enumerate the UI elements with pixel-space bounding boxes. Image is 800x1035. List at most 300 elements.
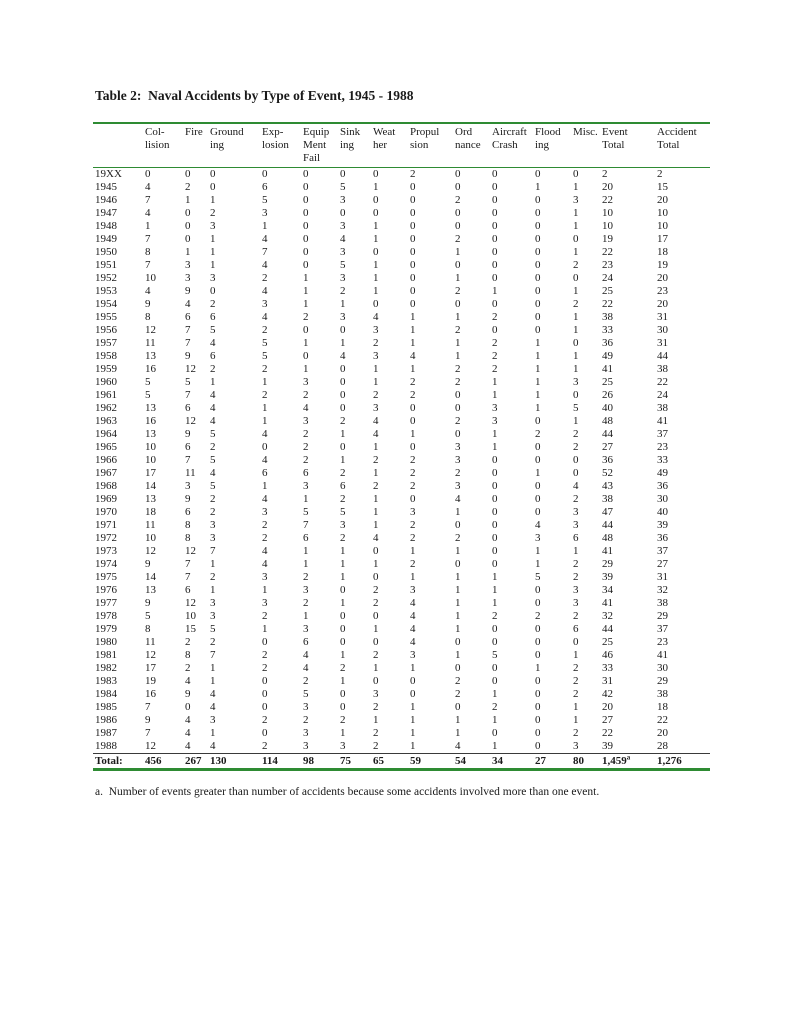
value-cell: 0 bbox=[535, 727, 541, 739]
value-cell: 2 bbox=[262, 363, 268, 375]
table-row bbox=[93, 246, 710, 259]
value-cell: 0 bbox=[535, 246, 541, 258]
value-cell: 0 bbox=[535, 454, 541, 466]
value-cell: 22 bbox=[602, 246, 613, 258]
value-cell: 0 bbox=[410, 675, 416, 687]
value-cell: 0 bbox=[303, 194, 309, 206]
value-cell: 38 bbox=[657, 688, 668, 700]
value-cell: 2 bbox=[410, 389, 416, 401]
value-cell: 1 bbox=[492, 389, 498, 401]
value-cell: 5 bbox=[535, 571, 541, 583]
value-cell: 3 bbox=[455, 441, 461, 453]
value-cell: 3 bbox=[373, 350, 379, 362]
value-cell: 2 bbox=[373, 649, 379, 661]
table-title: Table 2: Naval Accidents by Type of Event, 1945 - 1988 bbox=[95, 88, 414, 103]
value-cell: 6 bbox=[210, 311, 216, 323]
year-cell: 1948 bbox=[95, 220, 117, 232]
value-cell: 3 bbox=[492, 415, 498, 427]
value-cell: 19 bbox=[145, 675, 156, 687]
value-cell: 0 bbox=[185, 233, 191, 245]
value-cell: 10 bbox=[145, 532, 156, 544]
value-cell: 0 bbox=[455, 701, 461, 713]
table-row bbox=[93, 363, 710, 376]
total-value-cell: 27 bbox=[533, 754, 571, 770]
value-cell: 19 bbox=[602, 233, 613, 245]
value-cell: 38 bbox=[657, 363, 668, 375]
value-cell: 36 bbox=[657, 532, 668, 544]
total-value-cell: 98 bbox=[301, 754, 338, 770]
value-cell: 3 bbox=[340, 246, 346, 258]
value-cell: 0 bbox=[535, 636, 541, 648]
value-cell: 22 bbox=[602, 727, 613, 739]
value-cell: 5 bbox=[185, 376, 191, 388]
value-cell: 0 bbox=[373, 246, 379, 258]
value-cell: 8 bbox=[185, 532, 191, 544]
value-cell: 0 bbox=[262, 675, 268, 687]
value-cell: 1 bbox=[492, 376, 498, 388]
value-cell: 2 bbox=[573, 558, 579, 570]
value-cell: 0 bbox=[492, 545, 498, 557]
value-cell: 7 bbox=[303, 519, 309, 531]
value-cell: 2 bbox=[573, 259, 579, 271]
year-cell: 1979 bbox=[95, 623, 117, 635]
value-cell: 4 bbox=[210, 688, 216, 700]
value-cell: 0 bbox=[373, 298, 379, 310]
value-cell: 5 bbox=[262, 337, 268, 349]
value-cell: 1 bbox=[210, 246, 216, 258]
value-cell: 4 bbox=[373, 415, 379, 427]
value-cell: 0 bbox=[492, 636, 498, 648]
value-cell: 1 bbox=[455, 350, 461, 362]
value-cell: 0 bbox=[185, 701, 191, 713]
column-header: Col- lision bbox=[143, 123, 183, 168]
value-cell: 4 bbox=[303, 402, 309, 414]
value-cell: 3 bbox=[303, 623, 309, 635]
value-cell: 0 bbox=[492, 454, 498, 466]
value-cell: 1 bbox=[410, 545, 416, 557]
value-cell: 2 bbox=[573, 688, 579, 700]
value-cell: 2 bbox=[492, 610, 498, 622]
value-cell: 1 bbox=[210, 194, 216, 206]
value-cell: 2 bbox=[210, 571, 216, 583]
value-cell: 4 bbox=[262, 545, 268, 557]
year-cell: 1958 bbox=[95, 350, 117, 362]
value-cell: 0 bbox=[535, 311, 541, 323]
value-cell: 4 bbox=[340, 350, 346, 362]
year-cell: 1969 bbox=[95, 493, 117, 505]
year-cell: 1970 bbox=[95, 506, 117, 518]
value-cell: 3 bbox=[303, 727, 309, 739]
year-cell: 1960 bbox=[95, 376, 117, 388]
value-cell: 1 bbox=[210, 376, 216, 388]
total-row bbox=[93, 754, 710, 770]
value-cell: 3 bbox=[340, 272, 346, 284]
value-cell: 44 bbox=[602, 623, 613, 635]
year-cell: 1950 bbox=[95, 246, 117, 258]
value-cell: 1 bbox=[373, 714, 379, 726]
value-cell: 11 bbox=[185, 467, 196, 479]
value-cell: 0 bbox=[455, 636, 461, 648]
value-cell: 11 bbox=[145, 337, 156, 349]
value-cell: 5 bbox=[340, 259, 346, 271]
value-cell: 3 bbox=[210, 272, 216, 284]
table-row bbox=[93, 441, 710, 454]
value-cell: 0 bbox=[455, 428, 461, 440]
year-cell: 1981 bbox=[95, 649, 117, 661]
value-cell: 36 bbox=[657, 480, 668, 492]
value-cell: 0 bbox=[340, 207, 346, 219]
value-cell: 7 bbox=[210, 545, 216, 557]
value-cell: 2 bbox=[455, 532, 461, 544]
value-cell: 2 bbox=[573, 675, 579, 687]
value-cell: 1 bbox=[303, 363, 309, 375]
column-header: Fire bbox=[183, 123, 208, 168]
value-cell: 1 bbox=[410, 740, 416, 752]
year-cell: 1976 bbox=[95, 584, 117, 596]
value-cell: 0 bbox=[373, 675, 379, 687]
value-cell: 1 bbox=[145, 220, 151, 232]
table-row bbox=[93, 298, 710, 311]
value-cell: 0 bbox=[185, 220, 191, 232]
value-cell: 26 bbox=[602, 389, 613, 401]
value-cell: 4 bbox=[262, 558, 268, 570]
total-value-cell: 54 bbox=[453, 754, 490, 770]
year-cell: 1987 bbox=[95, 727, 117, 739]
value-cell: 2 bbox=[340, 662, 346, 674]
value-cell: 14 bbox=[145, 571, 156, 583]
table-row bbox=[93, 740, 710, 754]
value-cell: 1 bbox=[262, 480, 268, 492]
value-cell: 1 bbox=[303, 337, 309, 349]
table-row bbox=[93, 571, 710, 584]
value-cell: 6 bbox=[185, 402, 191, 414]
value-cell: 3 bbox=[185, 480, 191, 492]
value-cell: 3 bbox=[210, 519, 216, 531]
value-cell: 0 bbox=[340, 610, 346, 622]
column-header: Accident Total bbox=[655, 123, 710, 168]
value-cell: 20 bbox=[657, 727, 668, 739]
value-cell: 12 bbox=[145, 324, 156, 336]
column-header: Aircraft Crash bbox=[490, 123, 533, 168]
value-cell: 37 bbox=[657, 623, 668, 635]
value-cell: 0 bbox=[340, 623, 346, 635]
table-row bbox=[93, 493, 710, 506]
value-cell: 0 bbox=[210, 181, 216, 193]
year-cell: 1963 bbox=[95, 415, 117, 427]
value-cell: 1 bbox=[303, 558, 309, 570]
value-cell: 4 bbox=[210, 415, 216, 427]
value-cell: 0 bbox=[492, 220, 498, 232]
value-cell: 4 bbox=[185, 714, 191, 726]
value-cell: 2 bbox=[573, 298, 579, 310]
value-cell: 49 bbox=[602, 350, 613, 362]
value-cell: 41 bbox=[602, 545, 613, 557]
value-cell: 1 bbox=[455, 272, 461, 284]
value-cell: 9 bbox=[185, 428, 191, 440]
year-cell: 1965 bbox=[95, 441, 117, 453]
year-cell: 1955 bbox=[95, 311, 117, 323]
value-cell: 0 bbox=[492, 207, 498, 219]
value-cell: 1 bbox=[210, 662, 216, 674]
value-cell: 0 bbox=[410, 272, 416, 284]
value-cell: 0 bbox=[535, 688, 541, 700]
table-row bbox=[93, 558, 710, 571]
value-cell: 1 bbox=[410, 571, 416, 583]
value-cell: 22 bbox=[602, 298, 613, 310]
value-cell: 0 bbox=[410, 220, 416, 232]
value-cell: 4 bbox=[210, 389, 216, 401]
value-cell: 1 bbox=[492, 285, 498, 297]
value-cell: 6 bbox=[303, 636, 309, 648]
column-header: Flood ing bbox=[533, 123, 571, 168]
value-cell: 1 bbox=[210, 727, 216, 739]
value-cell: 2 bbox=[262, 662, 268, 674]
value-cell: 0 bbox=[340, 168, 346, 180]
value-cell: 52 bbox=[602, 467, 613, 479]
value-cell: 4 bbox=[185, 740, 191, 752]
value-cell: 38 bbox=[602, 493, 613, 505]
value-cell: 3 bbox=[210, 714, 216, 726]
value-cell: 1 bbox=[455, 246, 461, 258]
value-cell: 1 bbox=[535, 558, 541, 570]
value-cell: 2 bbox=[455, 415, 461, 427]
value-cell: 0 bbox=[340, 636, 346, 648]
value-cell: 10 bbox=[657, 207, 668, 219]
value-cell: 8 bbox=[145, 246, 151, 258]
value-cell: 1 bbox=[340, 649, 346, 661]
value-cell: 9 bbox=[145, 714, 151, 726]
value-cell: 10 bbox=[145, 454, 156, 466]
table-row bbox=[93, 636, 710, 649]
value-cell: 0 bbox=[455, 662, 461, 674]
value-cell: 4 bbox=[410, 597, 416, 609]
value-cell: 0 bbox=[535, 701, 541, 713]
value-cell: 4 bbox=[262, 493, 268, 505]
value-cell: 49 bbox=[657, 467, 668, 479]
value-cell: 1 bbox=[262, 402, 268, 414]
value-cell: 6 bbox=[573, 532, 579, 544]
value-cell: 2 bbox=[185, 181, 191, 193]
value-cell: 1 bbox=[410, 662, 416, 674]
value-cell: 12 bbox=[185, 545, 196, 557]
value-cell: 42 bbox=[602, 688, 613, 700]
value-cell: 7 bbox=[185, 571, 191, 583]
value-cell: 39 bbox=[602, 571, 613, 583]
value-cell: 1 bbox=[535, 181, 541, 193]
value-cell: 1 bbox=[373, 493, 379, 505]
value-cell: 4 bbox=[262, 285, 268, 297]
value-cell: 3 bbox=[573, 376, 579, 388]
value-cell: 0 bbox=[145, 168, 151, 180]
value-cell: 7 bbox=[185, 324, 191, 336]
value-cell: 0 bbox=[492, 519, 498, 531]
value-cell: 23 bbox=[602, 259, 613, 271]
value-cell: 3 bbox=[340, 740, 346, 752]
value-cell: 11 bbox=[145, 519, 156, 531]
value-cell: 0 bbox=[455, 259, 461, 271]
value-cell: 18 bbox=[657, 701, 668, 713]
value-cell: 0 bbox=[410, 246, 416, 258]
value-cell: 2 bbox=[340, 285, 346, 297]
year-cell: 1980 bbox=[95, 636, 117, 648]
value-cell: 2 bbox=[410, 532, 416, 544]
value-cell: 1 bbox=[373, 623, 379, 635]
value-cell: 2 bbox=[262, 649, 268, 661]
value-cell: 0 bbox=[340, 324, 346, 336]
value-cell: 6 bbox=[340, 480, 346, 492]
value-cell: 5 bbox=[492, 649, 498, 661]
value-cell: 2 bbox=[410, 519, 416, 531]
value-cell: 5 bbox=[210, 623, 216, 635]
value-cell: 2 bbox=[410, 480, 416, 492]
value-cell: 1 bbox=[410, 701, 416, 713]
value-cell: 0 bbox=[210, 285, 216, 297]
value-cell: 0 bbox=[410, 194, 416, 206]
value-cell: 0 bbox=[373, 571, 379, 583]
value-cell: 1 bbox=[573, 545, 579, 557]
value-cell: 3 bbox=[573, 597, 579, 609]
value-cell: 0 bbox=[535, 675, 541, 687]
value-cell: 1 bbox=[340, 558, 346, 570]
value-cell: 20 bbox=[657, 298, 668, 310]
value-cell: 37 bbox=[657, 428, 668, 440]
value-cell: 0 bbox=[410, 402, 416, 414]
year-cell: 19XX bbox=[95, 168, 122, 180]
column-header: Equip Ment Fail bbox=[301, 123, 338, 168]
value-cell: 1 bbox=[535, 545, 541, 557]
table-row bbox=[93, 168, 710, 182]
table-row bbox=[93, 428, 710, 441]
value-cell: 3 bbox=[573, 194, 579, 206]
value-cell: 0 bbox=[535, 168, 541, 180]
value-cell: 1 bbox=[373, 272, 379, 284]
value-cell: 12 bbox=[185, 597, 196, 609]
value-cell: 0 bbox=[492, 506, 498, 518]
value-cell: 1 bbox=[492, 597, 498, 609]
value-cell: 18 bbox=[145, 506, 156, 518]
value-cell: 2 bbox=[573, 571, 579, 583]
table-row bbox=[93, 415, 710, 428]
value-cell: 5 bbox=[340, 181, 346, 193]
value-cell: 2 bbox=[455, 376, 461, 388]
value-cell: 0 bbox=[535, 233, 541, 245]
value-cell: 2 bbox=[455, 194, 461, 206]
value-cell: 1 bbox=[410, 727, 416, 739]
table-row bbox=[93, 701, 710, 714]
year-cell: 1956 bbox=[95, 324, 117, 336]
value-cell: 0 bbox=[373, 545, 379, 557]
value-cell: 4 bbox=[145, 285, 151, 297]
value-cell: 0 bbox=[373, 168, 379, 180]
value-cell: 5 bbox=[573, 402, 579, 414]
value-cell: 1 bbox=[410, 337, 416, 349]
value-cell: 4 bbox=[262, 428, 268, 440]
value-cell: 4 bbox=[185, 298, 191, 310]
year-cell: 1984 bbox=[95, 688, 117, 700]
year-cell: 1982 bbox=[95, 662, 117, 674]
header-row bbox=[93, 123, 710, 168]
value-cell: 0 bbox=[492, 558, 498, 570]
value-cell: 9 bbox=[185, 285, 191, 297]
value-cell: 16 bbox=[145, 688, 156, 700]
value-cell: 3 bbox=[410, 584, 416, 596]
value-cell: 34 bbox=[602, 584, 613, 596]
year-cell: 1986 bbox=[95, 714, 117, 726]
value-cell: 13 bbox=[145, 350, 156, 362]
value-cell: 41 bbox=[657, 415, 668, 427]
table-row bbox=[93, 597, 710, 610]
value-cell: 0 bbox=[185, 207, 191, 219]
value-cell: 10 bbox=[145, 441, 156, 453]
value-cell: 2 bbox=[373, 337, 379, 349]
value-cell: 1 bbox=[492, 441, 498, 453]
value-cell: 3 bbox=[373, 402, 379, 414]
value-cell: 39 bbox=[657, 519, 668, 531]
value-cell: 4 bbox=[145, 207, 151, 219]
value-cell: 20 bbox=[657, 194, 668, 206]
table-row bbox=[93, 324, 710, 337]
value-cell: 0 bbox=[303, 246, 309, 258]
value-cell: 1 bbox=[573, 220, 579, 232]
year-cell: 1966 bbox=[95, 454, 117, 466]
year-cell: 1951 bbox=[95, 259, 117, 271]
value-cell: 0 bbox=[410, 233, 416, 245]
value-cell: 0 bbox=[492, 194, 498, 206]
value-cell: 4 bbox=[455, 740, 461, 752]
value-cell: 0 bbox=[303, 350, 309, 362]
value-cell: 2 bbox=[340, 467, 346, 479]
value-cell: 0 bbox=[573, 389, 579, 401]
value-cell: 0 bbox=[492, 324, 498, 336]
value-cell: 4 bbox=[373, 532, 379, 544]
total-value-cell: 130 bbox=[208, 754, 260, 770]
value-cell: 6 bbox=[573, 623, 579, 635]
value-cell: 22 bbox=[602, 194, 613, 206]
value-cell: 3 bbox=[303, 480, 309, 492]
value-cell: 10 bbox=[185, 610, 196, 622]
value-cell: 0 bbox=[492, 480, 498, 492]
value-cell: 0 bbox=[340, 376, 346, 388]
table-row bbox=[93, 259, 710, 272]
value-cell: 4 bbox=[373, 428, 379, 440]
value-cell: 0 bbox=[455, 181, 461, 193]
year-cell: 1973 bbox=[95, 545, 117, 557]
value-cell: 3 bbox=[210, 597, 216, 609]
value-cell: 0 bbox=[535, 714, 541, 726]
value-cell: 4 bbox=[262, 259, 268, 271]
value-cell: 4 bbox=[410, 623, 416, 635]
value-cell: 1 bbox=[262, 415, 268, 427]
value-cell: 2 bbox=[573, 493, 579, 505]
value-cell: 1 bbox=[185, 246, 191, 258]
value-cell: 12 bbox=[145, 740, 156, 752]
value-cell: 0 bbox=[410, 181, 416, 193]
year-cell: 1953 bbox=[95, 285, 117, 297]
value-cell: 40 bbox=[602, 402, 613, 414]
value-cell: 2 bbox=[262, 324, 268, 336]
value-cell: 8 bbox=[145, 311, 151, 323]
value-cell: 1 bbox=[262, 623, 268, 635]
column-header: Sink ing bbox=[338, 123, 371, 168]
value-cell: 1 bbox=[455, 623, 461, 635]
value-cell: 0 bbox=[492, 168, 498, 180]
value-cell: 0 bbox=[492, 623, 498, 635]
value-cell: 2 bbox=[185, 636, 191, 648]
value-cell: 8 bbox=[185, 649, 191, 661]
value-cell: 4 bbox=[262, 233, 268, 245]
table-row bbox=[93, 311, 710, 324]
value-cell: 1 bbox=[455, 610, 461, 622]
